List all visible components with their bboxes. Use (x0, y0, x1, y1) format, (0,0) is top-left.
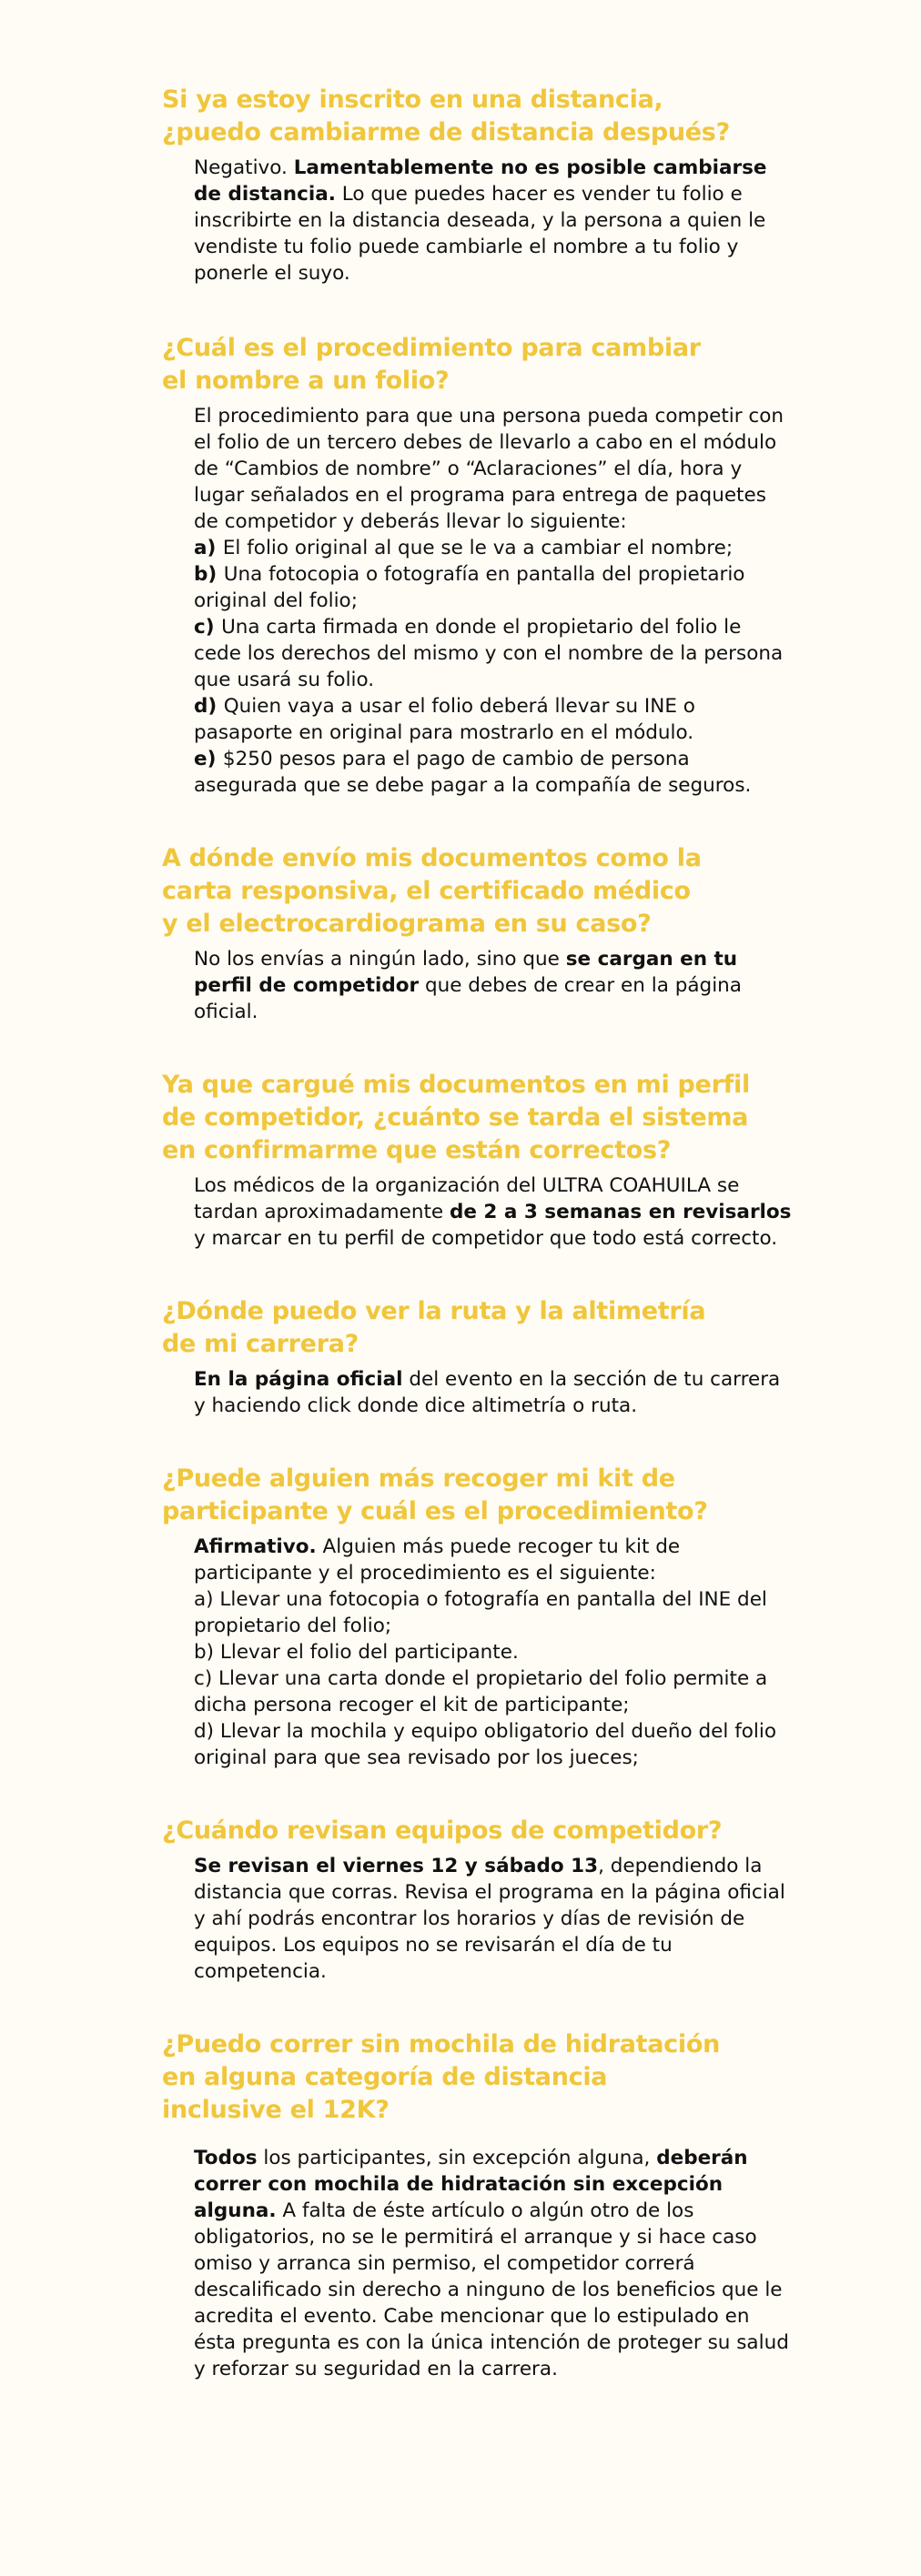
faq-question: ¿Cuál es el procedimiento para cambiar el nombre a un folio? (162, 334, 701, 395)
faq-answer (194, 1534, 794, 1771)
answer-paragraph: En la página oficial del evento en la sección de tu carrera y haciendo click donde dice altimetría o ruta. (194, 1368, 781, 1417)
faq-question: A dónde envío mis documentos como la carta responsiva, el certificado médico y el electrocardiograma en su caso? (162, 844, 702, 938)
faq-answer (194, 1853, 794, 1985)
faq-question: Si ya estoy inscrito en una distancia, ¿puedo cambiarme de distancia después? (162, 86, 730, 146)
faq-answer (194, 946, 794, 1025)
answer-list-item: b) Llevar el folio del participante. (194, 1641, 519, 1664)
answer-list-item: d) Quien vaya a usar el folio deberá llevar su INE o pasaporte en original para mostrarlo en el módulo. (194, 695, 695, 744)
faq-item-change-name (162, 332, 799, 799)
answer-list-item: d) Llevar la mochila y equipo obligatorio del dueño del folio original para que sea revisado por los jueces; (194, 1720, 777, 1769)
faq-answer (194, 2145, 794, 2382)
faq-question: ¿Cuándo revisan equipos de competidor? (162, 1816, 723, 1845)
answer-paragraph: Negativo. Lamentablemente no es posible cambiarse de distancia. Lo que puedes hacer es vender tu folio e inscribirte en la distancia deseada, y la persona a quien le vendiste tu folio puede cambiarle el nombre a tu folio y ponerle el suyo. (194, 156, 767, 285)
faq-item-route (162, 1295, 799, 1419)
faq-question: Ya que cargué mis documentos en mi perfil de competidor, ¿cuánto se tarda el sistema en confirmarme que están correctos? (162, 1071, 750, 1164)
faq-answer (194, 1172, 794, 1252)
answer-paragraph: Todos los participantes, sin excepción alguna, deberán correr con mochila de hidratación sin excepción alguna. A falta de éste artículo o algún otro de los obligatorios, no se le permitirá el arranque y si hace caso omiso y arranca sin permiso, el competidor correrá descalificado sin derecho a ninguno de los beneficios que le acredita el evento. Cabe mencionar que lo estipulado en ésta pregunta es con la única intención de proteger su salud y reforzar su seguridad en la carrera. (194, 2147, 789, 2380)
answer-paragraph: Se revisan el viernes 12 y sábado 13, dependiendo la distancia que corras. Revisa el programa en la página oficial y ahí podrás encontrar los horarios y días de revisión de equipos. Los equipos no se revisarán el día de tu competencia. (194, 1855, 785, 1983)
answer-list-item: b) Una fotocopia o fotografía en pantalla del propietario original del folio; (194, 563, 745, 612)
answer-paragraph: El procedimiento para que una persona pueda competir con el folio de un tercero debes de llevarlo a cabo en el módulo de “Cambios de nombre” o “Aclaraciones” el día, hora y lugar señalados en el programa para entrega de paquetes de competidor y deberás llevar lo siguiente: (194, 405, 784, 533)
faq-question: ¿Dónde puedo ver la ruta y la altimetría de mi carrera? (162, 1297, 706, 1358)
answer-paragraph: Los médicos de la organización del ULTRA COAHUILA se tardan aproximadamente de 2 a 3 semanas en revisarlos y marcar en tu perfil de competidor que todo está correcto. (194, 1174, 792, 1250)
faq-item-documents (162, 842, 799, 1025)
faq-item-hydration-pack (162, 2028, 799, 2382)
answer-list-item: a) Llevar una fotocopia o fotografía en pantalla del INE del propietario del folio; (194, 1588, 767, 1637)
faq-item-change-distance (162, 84, 799, 287)
faq-answer (194, 403, 794, 799)
answer-list-item: e) $250 pesos para el pago de cambio de persona asegurada que se debe pagar a la compañía de seguros. (194, 748, 752, 797)
faq-answer (194, 1366, 794, 1419)
faq-question: ¿Puedo correr sin mochila de hidratación en alguna categoría de distancia inclusive el 12K? (162, 2030, 720, 2124)
faq-question: ¿Puede alguien más recoger mi kit de participante y cuál es el procedimiento? (162, 1464, 708, 1525)
faq-item-equipment-check (162, 1815, 799, 1985)
answer-list-item: c) Una carta firmada en donde el propietario del folio le cede los derechos del mismo y con el nombre de la persona que usará su folio. (194, 616, 784, 691)
faq-answer (194, 155, 794, 287)
answer-paragraph: Afirmativo. Alguien más puede recoger tu kit de participante y el procedimiento es el siguiente: (194, 1535, 681, 1585)
answer-paragraph: No los envías a ningún lado, sino que se cargan en tu perfil de competidor que debes de crear en la página oficial. (194, 948, 742, 1023)
answer-list-item: c) Llevar una carta donde el propietario del folio permite a dicha persona recoger el kit de participante; (194, 1667, 768, 1716)
faq-item-kit-pickup (162, 1463, 799, 1771)
answer-list-item: a) El folio original al que se le va a cambiar el nombre; (194, 537, 734, 559)
faq-item-confirmation-time (162, 1069, 799, 1252)
